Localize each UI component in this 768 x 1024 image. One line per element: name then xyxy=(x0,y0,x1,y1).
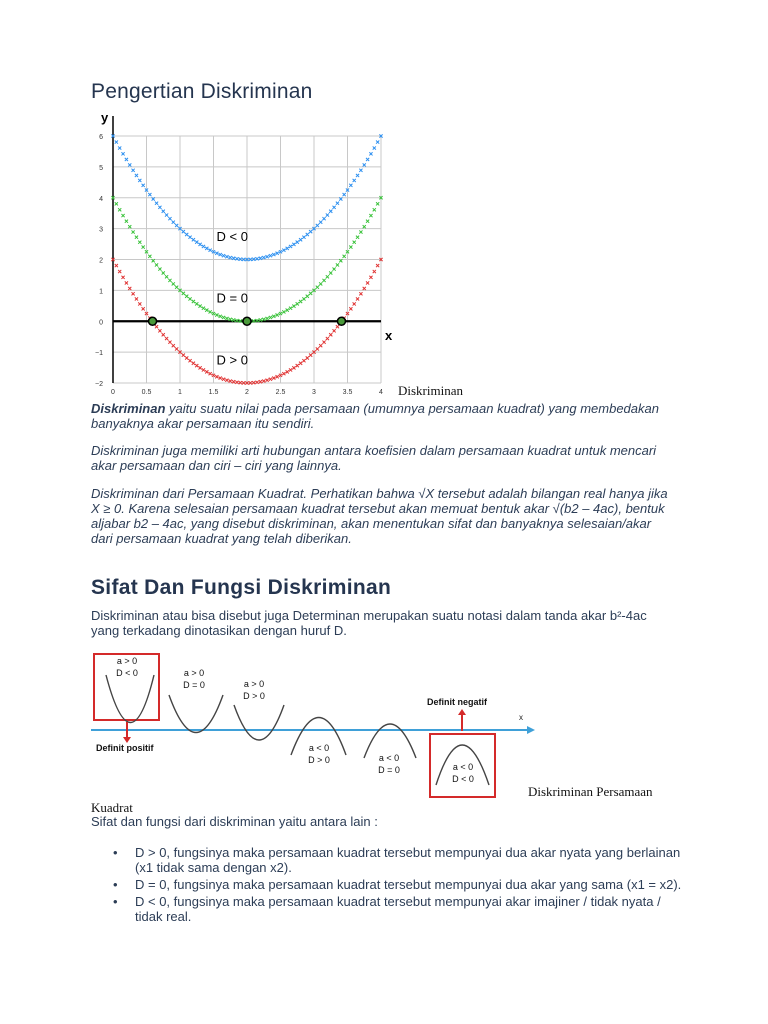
series-point xyxy=(148,255,151,258)
discriminant-sign-diagram xyxy=(91,650,541,798)
y-tick-label: 1 xyxy=(99,288,103,296)
series-point xyxy=(289,307,292,310)
series-point xyxy=(148,193,151,196)
series-point xyxy=(199,366,202,369)
series-point xyxy=(299,238,302,241)
series-point xyxy=(369,276,372,279)
figure-caption-2a: Diskriminan Persamaan xyxy=(528,784,653,799)
series-point xyxy=(349,184,352,187)
series-point xyxy=(366,281,369,284)
series-point xyxy=(229,379,232,382)
series-point xyxy=(326,275,329,278)
series-point xyxy=(165,213,168,216)
series-point xyxy=(363,287,366,290)
series-point xyxy=(286,309,289,312)
series-point xyxy=(165,275,168,278)
series-point xyxy=(272,253,275,256)
series-point xyxy=(373,146,376,149)
series-point xyxy=(185,356,188,359)
series-point xyxy=(138,179,141,182)
series-point xyxy=(366,158,369,161)
list-item: • D > 0, fungsinya maka persamaan kuadrat tersebut mempunyai dua akar nyata yang berlainan (x1 tidak sama dengan x2). xyxy=(91,845,691,875)
series-point xyxy=(165,337,168,340)
series-point xyxy=(363,163,366,166)
series-point xyxy=(142,245,145,248)
x-tick-label: 3 xyxy=(312,389,316,396)
series-point xyxy=(302,297,305,300)
series-point xyxy=(128,287,131,290)
series-point xyxy=(115,202,118,205)
series-point xyxy=(343,193,346,196)
series-point xyxy=(192,300,195,303)
label-a-6: a < 0 xyxy=(452,762,474,772)
parabola-up-2 xyxy=(169,695,223,733)
y-tick-label: −2 xyxy=(95,381,103,388)
series-point xyxy=(349,307,352,310)
series-label: D = 0 xyxy=(216,290,248,306)
root-point xyxy=(243,317,251,325)
series-point xyxy=(135,236,138,239)
y-tick-labels xyxy=(95,134,103,388)
series-point xyxy=(353,179,356,182)
series-point xyxy=(199,243,202,246)
series-point xyxy=(162,210,165,213)
series-point xyxy=(121,152,124,155)
discriminant-parabola-chart xyxy=(91,108,396,396)
series-point xyxy=(376,140,379,143)
series-point xyxy=(373,208,376,211)
label-a-5: a < 0 xyxy=(378,753,400,763)
label-d-3: D > 0 xyxy=(243,691,265,701)
series-point xyxy=(356,174,359,177)
series-point xyxy=(138,302,141,305)
series-point xyxy=(142,184,145,187)
series-point xyxy=(322,341,325,344)
chart-grid xyxy=(113,116,381,383)
arrow-up-head-icon xyxy=(458,709,466,715)
series-point xyxy=(292,366,295,369)
definit-positif-label: Definit positif xyxy=(96,743,154,753)
series-point xyxy=(205,370,208,373)
series-point xyxy=(209,372,212,375)
series-point xyxy=(199,305,202,308)
series-point xyxy=(225,255,228,258)
series-point xyxy=(309,292,312,295)
series-point xyxy=(276,375,279,378)
series-point xyxy=(172,282,175,285)
definit-negatif-label: Definit negatif xyxy=(427,697,487,707)
series-point xyxy=(269,316,272,319)
series-label: D > 0 xyxy=(216,352,248,368)
series-point xyxy=(322,279,325,282)
series-point xyxy=(373,270,376,273)
series-point xyxy=(182,292,185,295)
series-point xyxy=(182,230,185,233)
series-point xyxy=(292,243,295,246)
series-point xyxy=(359,292,362,295)
series-point xyxy=(286,247,289,250)
series-point xyxy=(195,364,198,367)
series-point xyxy=(329,333,332,336)
figure-caption: Diskriminan xyxy=(398,383,463,398)
label-d-1: D < 0 xyxy=(116,668,138,678)
series-point xyxy=(296,241,299,244)
series-point xyxy=(369,152,372,155)
series-point xyxy=(363,225,366,228)
series-point xyxy=(336,263,339,266)
series-point xyxy=(172,221,175,224)
series-point xyxy=(309,230,312,233)
series-point xyxy=(225,317,228,320)
series-point xyxy=(175,224,178,227)
series-point xyxy=(155,202,158,205)
series-labels xyxy=(217,229,248,368)
y-axis-label: y xyxy=(101,110,109,125)
series-point xyxy=(353,302,356,305)
label-d-5: D = 0 xyxy=(378,765,400,775)
series-point xyxy=(219,253,222,256)
series-point xyxy=(121,276,124,279)
section-title: Sifat Dan Fungsi Diskriminan xyxy=(91,576,392,599)
series-point xyxy=(118,270,121,273)
y-tick-label: 3 xyxy=(99,226,103,234)
label-a-1: a > 0 xyxy=(116,656,138,666)
series-point xyxy=(222,378,225,381)
series-point xyxy=(272,315,275,318)
x-tick-label: 1.5 xyxy=(208,389,219,396)
series-point xyxy=(155,325,158,328)
series-point xyxy=(289,368,292,371)
label-a-3: a > 0 xyxy=(243,679,265,689)
series-point xyxy=(115,140,118,143)
series-point xyxy=(132,230,135,233)
series-point xyxy=(376,264,379,267)
series-point xyxy=(272,376,275,379)
definition-text: yaitu suatu nilai pada persamaan (umumnya persamaan kuadrat) yang membedakan banyaknya akar persamaan itu sendiri. xyxy=(91,401,659,431)
series-point xyxy=(121,214,124,217)
series-point xyxy=(209,310,212,313)
series-point xyxy=(195,302,198,305)
series-point xyxy=(182,354,185,357)
series-point xyxy=(115,264,118,267)
series-point xyxy=(282,249,285,252)
series-point xyxy=(158,206,161,209)
label-d-2: D = 0 xyxy=(183,680,205,690)
paragraph-formula: Diskriminan dari Persamaan Kuadrat. Perhatikan bahwa √X tersebut adalah bilangan real hanya jika X ≥ 0. Karena selesaian persamaan kuadrat tersebut akan memuat bentuk akar √(b2 – 4ac), bentuk aljabar b2 – 4ac, yang disebut diskriminan, akan menentukan sifat dan banyaknya selesaian/akar dari persamaan kuadrat yang telah diberikan. xyxy=(91,486,668,546)
series-point xyxy=(302,359,305,362)
series-point xyxy=(215,313,218,316)
series-point xyxy=(266,255,269,258)
axis-x-label: x xyxy=(519,713,523,722)
series-point xyxy=(175,347,178,350)
list-intro: Sifat dan fungsi dari diskriminan yaitu antara lain : xyxy=(91,814,378,829)
series-point xyxy=(282,372,285,375)
series-point xyxy=(286,370,289,373)
series-point xyxy=(276,313,279,316)
series-point xyxy=(118,146,121,149)
series-point xyxy=(329,210,332,213)
series-point xyxy=(316,224,319,227)
series-point xyxy=(376,202,379,205)
series-point xyxy=(185,295,188,298)
x-tick-label: 0.5 xyxy=(141,389,152,396)
series-point xyxy=(306,233,309,236)
series-point xyxy=(316,347,319,350)
series-point xyxy=(302,236,305,239)
series-point xyxy=(266,317,269,320)
series-point xyxy=(125,158,128,161)
series-point xyxy=(369,214,372,217)
x-tick-label: 0 xyxy=(111,389,115,396)
x-tick-label: 2 xyxy=(245,389,249,396)
paragraph-relation: Diskriminan juga memiliki arti hubungan antara koefisien dalam persamaan kuadrat untuk mencari akar persamaan dan ciri – ciri yang lainnya. xyxy=(91,443,657,473)
series-point xyxy=(155,263,158,266)
series-point xyxy=(185,233,188,236)
series-point xyxy=(209,249,212,252)
series-point xyxy=(322,217,325,220)
series-point xyxy=(175,286,178,289)
series-point xyxy=(329,271,332,274)
series-point xyxy=(359,169,362,172)
series-point xyxy=(326,337,329,340)
series-point xyxy=(269,378,272,381)
x-tick-label: 1 xyxy=(178,389,182,396)
series-point xyxy=(125,220,128,223)
series-point xyxy=(135,174,138,177)
series-point xyxy=(168,217,171,220)
series-point xyxy=(282,310,285,313)
series-point xyxy=(192,238,195,241)
page-title: Pengertian Diskriminan xyxy=(91,80,313,103)
series-point xyxy=(192,362,195,365)
series-point xyxy=(359,230,362,233)
x-axis-label: x xyxy=(385,328,393,343)
series-point xyxy=(158,267,161,270)
y-tick-label: 0 xyxy=(99,319,103,327)
y-tick-label: 6 xyxy=(99,134,103,141)
series-point xyxy=(128,225,131,228)
series-point xyxy=(162,271,165,274)
series-point xyxy=(162,333,165,336)
paragraph-definition xyxy=(91,401,671,431)
x-tick-labels xyxy=(111,389,383,396)
series-point xyxy=(262,379,265,382)
series-point xyxy=(219,376,222,379)
series-point xyxy=(202,368,205,371)
series-point xyxy=(349,245,352,248)
series-point xyxy=(269,254,272,257)
series-point xyxy=(296,364,299,367)
y-tick-label: 4 xyxy=(99,195,103,203)
list-item: • D = 0, fungsinya maka persamaan kuadrat tersebut mempunyai dua akar yang sama (x1 = x2). xyxy=(91,877,691,892)
series-point xyxy=(158,329,161,332)
series-point xyxy=(132,169,135,172)
axis-arrow-icon xyxy=(527,726,535,734)
figure-caption-2b: Kuadrat xyxy=(91,800,133,815)
series-point xyxy=(172,344,175,347)
series-point xyxy=(276,252,279,255)
series-point xyxy=(188,297,191,300)
series-point xyxy=(366,220,369,223)
series-point xyxy=(205,309,208,312)
series-point xyxy=(202,245,205,248)
series-point xyxy=(215,375,218,378)
list-item: • D < 0, fungsinya maka persamaan kuadrat tersebut mempunyai akar imajiner / tidak nyata / tidak real. xyxy=(91,894,691,924)
series-point xyxy=(356,236,359,239)
series-point xyxy=(319,282,322,285)
series-point xyxy=(319,221,322,224)
series-point xyxy=(333,206,336,209)
label-a-4: a < 0 xyxy=(308,743,330,753)
series-point xyxy=(306,295,309,298)
series-point xyxy=(326,213,329,216)
y-tick-label: 2 xyxy=(99,257,103,265)
y-tick-label: 5 xyxy=(99,164,103,172)
series-point xyxy=(118,208,121,211)
series-point xyxy=(309,354,312,357)
y-tick-label: −1 xyxy=(95,350,103,358)
series-point xyxy=(202,307,205,310)
series-point xyxy=(299,362,302,365)
series-point xyxy=(336,202,339,205)
series-point xyxy=(132,292,135,295)
root-point xyxy=(337,317,345,325)
series-point xyxy=(222,254,225,257)
label-d-4: D > 0 xyxy=(308,755,330,765)
series-point xyxy=(333,267,336,270)
series-point xyxy=(215,252,218,255)
series-point xyxy=(266,379,269,382)
term-bold: Diskriminan xyxy=(91,401,166,416)
series-point xyxy=(333,329,336,332)
series-point xyxy=(222,316,225,319)
series-label: D < 0 xyxy=(216,228,248,244)
series-point xyxy=(353,241,356,244)
parabola-up-1 xyxy=(106,675,154,723)
series-point xyxy=(125,281,128,284)
series-point xyxy=(142,307,145,310)
series-point xyxy=(262,256,265,259)
series-point xyxy=(299,300,302,303)
series-point xyxy=(138,241,141,244)
x-tick-label: 3.5 xyxy=(342,389,353,396)
series-point xyxy=(135,297,138,300)
series-point xyxy=(168,279,171,282)
series-point xyxy=(296,302,299,305)
x-tick-label: 2.5 xyxy=(275,389,286,396)
paragraph-determinan: Diskriminan atau bisa disebut juga Determinan merupakan suatu notasi dalam tanda akar b²-4ac yang terkadang dinotasikan dengan huruf D. xyxy=(91,608,647,638)
series-point xyxy=(292,305,295,308)
series-point xyxy=(306,356,309,359)
root-point xyxy=(149,317,157,325)
series-point xyxy=(356,297,359,300)
series-point xyxy=(229,256,232,259)
series-point xyxy=(319,344,322,347)
label-d-6: D < 0 xyxy=(452,774,474,784)
series-point xyxy=(225,379,228,382)
series-point xyxy=(343,255,346,258)
series-point xyxy=(219,315,222,318)
x-tick-label: 4 xyxy=(379,389,383,396)
series-point xyxy=(336,325,339,328)
label-a-2: a > 0 xyxy=(183,668,205,678)
series-point xyxy=(188,236,191,239)
series-point xyxy=(205,247,208,250)
series-point xyxy=(168,341,171,344)
series-point xyxy=(128,163,131,166)
series-point xyxy=(316,286,319,289)
series-point xyxy=(195,241,198,244)
properties-list xyxy=(91,845,691,926)
parabola-up-3 xyxy=(234,705,284,740)
series-point xyxy=(289,245,292,248)
series-point xyxy=(188,359,191,362)
